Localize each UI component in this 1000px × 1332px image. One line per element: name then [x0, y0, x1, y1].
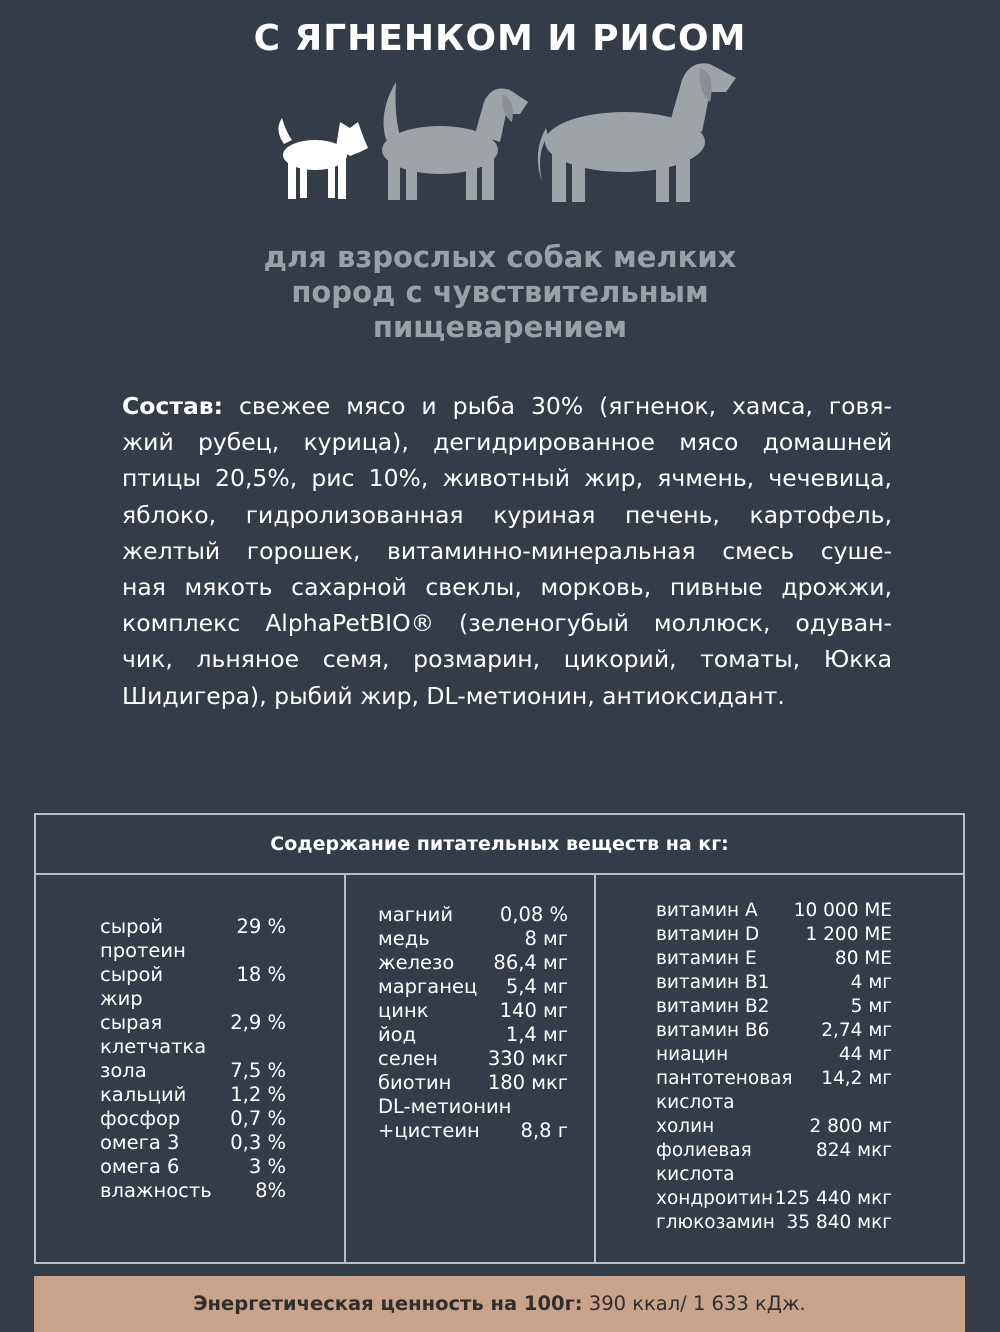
- nutrient-row: [656, 923, 892, 947]
- nutrient-value: 2 800 мг: [809, 1116, 892, 1137]
- nutrient-name: ниацин: [656, 1044, 729, 1065]
- nutrient-name: сырой: [100, 963, 164, 986]
- nutrient-row: [656, 1187, 892, 1211]
- nutrient-row: [378, 927, 568, 951]
- nutrient-name: железо: [378, 951, 455, 974]
- composition-text: [122, 388, 892, 714]
- nutrient-name: медь: [378, 927, 430, 950]
- composition-line: жий рубец, курица), дегидрированное мясо домашней: [122, 428, 892, 457]
- column-divider: [594, 873, 596, 1262]
- nutrient-name: витамин В2: [656, 996, 770, 1017]
- dog-sizes-illustration: [270, 52, 740, 212]
- nutrient-row: [656, 947, 892, 971]
- nutrient-row: [656, 899, 892, 923]
- nutrient-name: влажность: [100, 1179, 212, 1202]
- nutrient-value: 86,4 мг: [493, 951, 568, 974]
- nutrient-value: 1,4 мг: [505, 1023, 568, 1046]
- nutrient-name: глюкозамин: [656, 1212, 775, 1233]
- composition-line: комплекс AlphaPetBIO® (зеленогубый моллюск, одуван-: [122, 609, 892, 638]
- nutrient-row: [656, 1067, 892, 1091]
- nutrient-row: [378, 1047, 568, 1071]
- nutrient-column-minerals: [378, 903, 568, 1143]
- nutrient-name: омега 6: [100, 1155, 180, 1178]
- nutrient-value: 2,74 мг: [821, 1020, 892, 1041]
- nutrient-name: селен: [378, 1047, 438, 1070]
- nutrient-name: витамин D: [656, 924, 760, 945]
- nutrient-value: 2,9 %: [230, 1011, 286, 1034]
- nutrient-row: [656, 1019, 892, 1043]
- nutrient-name: хондроитин: [656, 1188, 774, 1209]
- product-title: С ЯГНЕНКОМ И РИСОМ: [253, 18, 747, 59]
- nutrient-value: 5,4 мг: [505, 975, 568, 998]
- nutrient-name: пантотеновая: [656, 1068, 793, 1089]
- nutrient-row: [378, 1071, 568, 1095]
- nutrient-name: витамин А: [656, 900, 758, 921]
- nutrient-row: [100, 1179, 286, 1203]
- nutrient-row: [378, 903, 568, 927]
- nutrient-row: [656, 1163, 892, 1187]
- nutrient-row: [656, 1211, 892, 1235]
- nutrient-name: йод: [378, 1023, 417, 1046]
- large-dog-icon: [538, 63, 736, 202]
- nutrient-value: 5 мг: [850, 996, 892, 1017]
- nutrient-name: витамин Е: [656, 948, 757, 969]
- nutrient-row: [656, 1043, 892, 1067]
- nutrient-row: [378, 1119, 568, 1143]
- nutrient-row: [100, 939, 286, 963]
- nutrient-value: 4 мг: [850, 972, 892, 993]
- composition-line: яблоко, гидролизованная куриная печень, картофель,: [122, 500, 892, 529]
- nutrient-column-vitamins: [656, 899, 892, 1235]
- nutrient-value: 8 мг: [524, 927, 568, 950]
- nutrient-value: 29 %: [236, 915, 286, 938]
- nutrient-row: [100, 1131, 286, 1155]
- nutrient-value: 14,2 мг: [821, 1068, 892, 1089]
- nutrient-value: 7,5 %: [230, 1059, 286, 1082]
- nutrient-value: 3 %: [248, 1155, 286, 1178]
- composition-line: птицы 20,5%, рис 10%, животный жир, ячмень, чечевица,: [122, 464, 892, 493]
- nutrient-value: 80 МЕ: [834, 948, 892, 969]
- column-divider: [344, 873, 346, 1262]
- nutrient-name: фолиевая: [656, 1140, 752, 1161]
- subtitle: [0, 240, 1000, 345]
- nutrient-row: [100, 1059, 286, 1083]
- nutrient-value: 180 мкг: [487, 1071, 568, 1094]
- nutrient-name: омега 3: [100, 1131, 180, 1154]
- medium-dog-icon: [382, 82, 528, 200]
- energy-value: 390 ккал/ 1 633 кДж.: [582, 1292, 806, 1315]
- nutrient-name: протеин: [100, 939, 186, 962]
- composition-line: ная мякоть сахарной свеклы, морковь, пивные дрожжи,: [122, 573, 892, 602]
- nutrient-table: [34, 813, 965, 1264]
- nutrient-column-macros: [100, 915, 286, 1203]
- nutrient-value: 44 мг: [838, 1044, 892, 1065]
- nutrient-value: 1,2 %: [230, 1083, 286, 1106]
- nutrient-value: 1 200 МЕ: [805, 924, 892, 945]
- nutrient-value: 8,8 г: [520, 1119, 568, 1142]
- nutrient-row: [656, 1139, 892, 1163]
- nutrient-value: 125 440 мкг: [774, 1188, 892, 1209]
- nutrient-name: кальций: [100, 1083, 187, 1106]
- nutrient-row: [378, 975, 568, 999]
- nutrient-row: [100, 1035, 286, 1059]
- energy-value-band: [34, 1276, 965, 1332]
- nutrient-row: [378, 1095, 568, 1119]
- nutrient-value: 0,7 %: [230, 1107, 286, 1130]
- nutrient-name: сырая: [100, 1011, 163, 1034]
- nutrient-name: холин: [656, 1116, 715, 1137]
- subtitle-line: пород с чувствительным: [291, 275, 709, 309]
- nutrient-row: [100, 1155, 286, 1179]
- nutrient-name: DL-метионин: [378, 1095, 512, 1118]
- nutrient-row: [100, 915, 286, 939]
- nutrient-row: [378, 999, 568, 1023]
- nutrient-row: [656, 1115, 892, 1139]
- nutrient-row: [100, 987, 286, 1011]
- composition-line: Состав: свежее мясо и рыба 30% (ягненок, хамса, говя-: [122, 392, 892, 420]
- nutrient-value: 330 мкг: [487, 1047, 568, 1070]
- nutrient-name: +цистеин: [378, 1119, 480, 1142]
- nutrient-name: витамин В1: [656, 972, 770, 993]
- composition-label: Состав:: [122, 392, 224, 420]
- nutrient-name: цинк: [378, 999, 429, 1022]
- nutrient-row: [100, 963, 286, 987]
- energy-label: Энергетическая ценность на 100г:: [193, 1292, 583, 1315]
- nutrient-row: [656, 1091, 892, 1115]
- nutrient-name: жир: [100, 987, 143, 1010]
- composition-line: желтый горошек, витаминно-минеральная смесь суше-: [122, 536, 892, 565]
- nutrient-name: кислота: [656, 1092, 735, 1113]
- nutrient-row: [378, 1023, 568, 1047]
- nutrient-row: [100, 1083, 286, 1107]
- nutrient-row: [656, 995, 892, 1019]
- nutrient-value: 0,3 %: [230, 1131, 286, 1154]
- nutrient-value: 18 %: [236, 963, 286, 986]
- nutrient-row: [100, 1107, 286, 1131]
- nutrient-row: [378, 951, 568, 975]
- nutrient-value: 8%: [255, 1179, 286, 1202]
- nutrient-value: 140 мг: [499, 999, 568, 1022]
- nutrient-name: зола: [100, 1059, 147, 1082]
- nutrient-value: 35 840 мкг: [786, 1212, 892, 1233]
- nutrient-row: [656, 971, 892, 995]
- nutrient-name: биотин: [378, 1071, 452, 1094]
- nutrient-value: 0,08 %: [499, 903, 568, 926]
- nutrient-name: фосфор: [100, 1107, 181, 1130]
- nutrient-name: сырой: [100, 915, 164, 938]
- nutrient-table-heading: Содержание питательных веществ на кг:: [36, 815, 963, 875]
- nutrient-row: [100, 1011, 286, 1035]
- nutrient-value: 824 мкг: [815, 1140, 892, 1161]
- nutrient-name: кислота: [656, 1164, 735, 1185]
- nutrient-name: марганец: [378, 975, 478, 998]
- composition-line: Шидигера), рыбий жир, DL-метионин, антиоксидант.: [122, 681, 785, 710]
- composition-line: чик, льняное семя, розмарин, цикорий, томаты, Юкка: [122, 645, 892, 674]
- nutrient-name: магний: [378, 903, 454, 926]
- nutrient-value: 10 000 МЕ: [793, 900, 892, 921]
- nutrient-name: витамин В6: [656, 1020, 770, 1041]
- subtitle-line: пищеварением: [372, 310, 628, 344]
- subtitle-line: для взрослых собак мелких: [263, 240, 737, 274]
- nutrient-name: клетчатка: [100, 1035, 207, 1058]
- small-dog-icon: [278, 118, 368, 199]
